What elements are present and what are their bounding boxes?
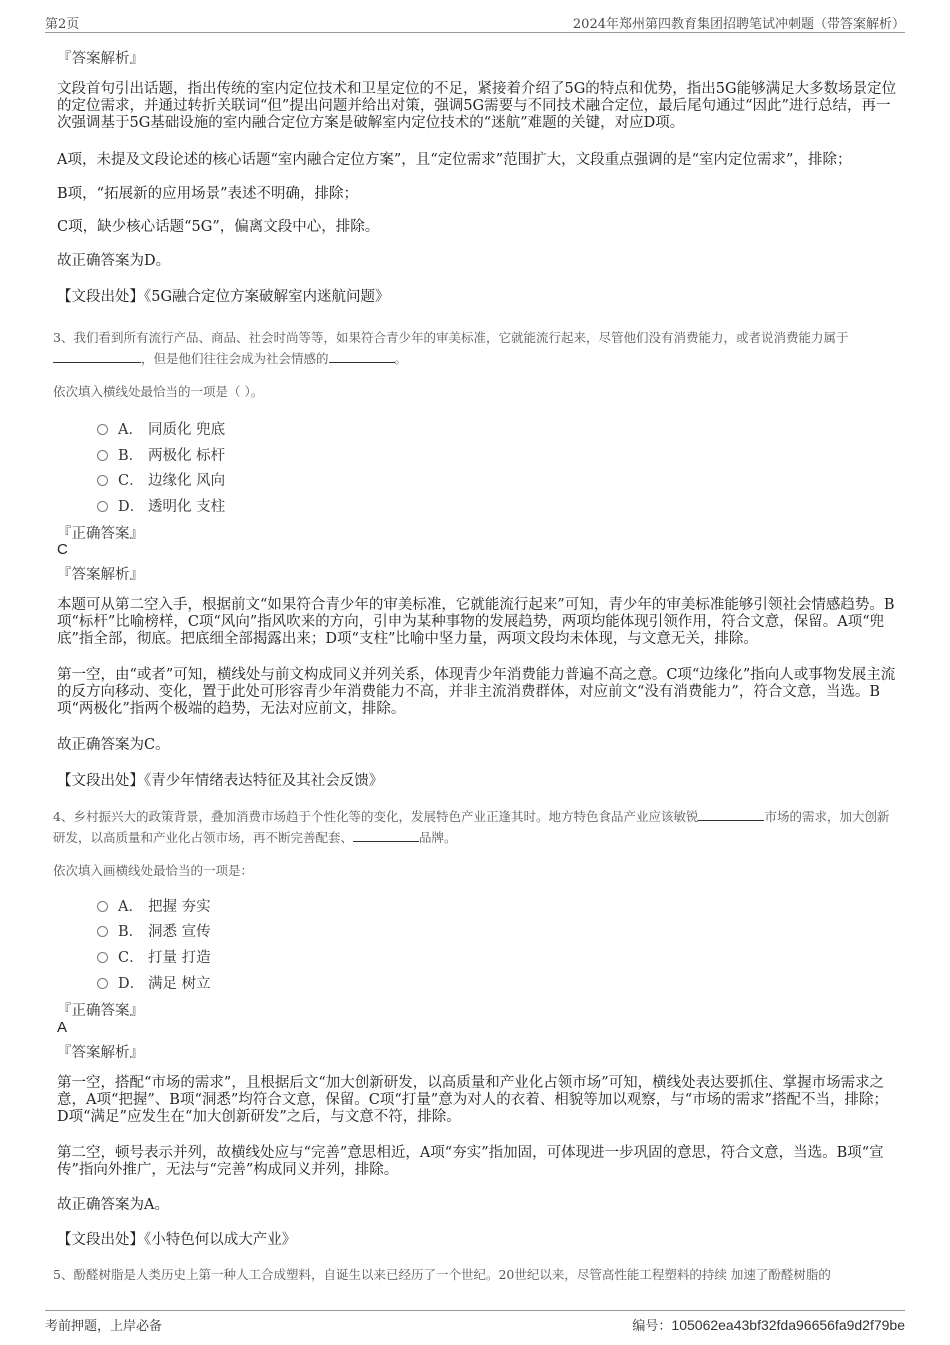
- q2-conclusion: 故正确答案为D。: [57, 253, 171, 269]
- q4-hint: 依次填入画横线处最恰当的一项是：: [53, 863, 254, 878]
- q3-option-c[interactable]: C． 边缘化 风向: [97, 469, 225, 489]
- q3-answer: C: [57, 541, 68, 558]
- q4-answer: A: [57, 1019, 68, 1036]
- q4-option-c[interactable]: C． 打量 打造: [97, 946, 211, 966]
- q3-blank-1: [53, 350, 141, 363]
- q3-analysis-label: 『答案解析』: [57, 567, 144, 583]
- q4-blank-1: [698, 808, 764, 821]
- q4-option-d[interactable]: D． 满足 树立: [97, 972, 211, 992]
- q2-analysis-para2: A项，未提及文段论述的核心话题“室内融合定位方案”，且“定位需求”范围扩大，文段重点强调的是“室内定位需求”，排除；: [57, 152, 852, 168]
- radio-icon[interactable]: [97, 450, 108, 461]
- q4-option-a[interactable]: A． 把握 夯实: [97, 895, 211, 915]
- q3-blank-2: [329, 350, 395, 363]
- q4-analysis-para2: 第二空，顿号表示并列，故横线处应与“完善”意思相近，A项“夯实”指加固，可体现进一步巩固的意思，符合文意，当选。B项“宣传”指向外推广，无法与“完善”构成同义并列，排除。: [57, 1145, 884, 1178]
- q3-option-b[interactable]: B． 两极化 标杆: [97, 444, 225, 464]
- q2-analysis-para4: C项，缺少核心话题“5G”，偏离文段中心，排除。: [57, 219, 380, 235]
- radio-icon[interactable]: [97, 926, 108, 937]
- q5-stem: 5、酚醛树脂是人类历史上第一种人工合成塑料，自诞生以来已经历了一个世纪。20世纪以来，尽管高性能工程塑料的持续 加速了酚醛树脂的: [53, 1267, 831, 1282]
- q4-option-b[interactable]: B． 洞悉 宣传: [97, 920, 211, 940]
- q2-analysis-label: 『答案解析』: [57, 51, 144, 67]
- radio-icon[interactable]: [97, 978, 108, 989]
- q2-source: 【文段出处】《5G融合定位方案破解室内迷航问题》: [57, 289, 390, 305]
- footer-slogan: 考前押题，上岸必备: [45, 1319, 163, 1334]
- q4-correct-label: 『正确答案』: [57, 1003, 144, 1019]
- radio-icon[interactable]: [97, 475, 108, 486]
- q3-stem: 3、我们看到所有流行产品、商品、社会时尚等等，如果符合青少年的审美标准，它就能流行起来，尽管他们没有消费能力，或者说消费能力属于，但是他们往往会成为社会情感的 。: [53, 330, 849, 366]
- page-header: [45, 10, 905, 33]
- q4-analysis-label: 『答案解析』: [57, 1045, 144, 1061]
- q3-analysis-para1: 本题可从第二空入手，根据前文“如果符合青少年的审美标准，它就能流行起来”可知，青少年的审美标准能够引领社会情感趋势。B项“标杆”比喻榜样，C项“风向”指风吹来的方向，引申为某种事物的发展趋势，两项均能体现引领作用，符合文意，保留。A项“兜底”指全部，彻底。把底细全部揭露出来；D项“支柱”比喻中坚力量，两项文段均未体现，与文意无关，排除。: [57, 597, 895, 647]
- q3-analysis-para2: 第一空，由“或者”可知，横线处与前文构成同义并列关系，体现青少年消费能力普遍不高之意。C项“边缘化”指向人或事物发展主流的反方向移动、变化，置于此处可形容青少年消费能力不高，并非主流消费群体，对应前文“没有消费能力”，符合文意，当选。B项“两极化”指两个极端的趋势，无法对应前文，排除。: [57, 667, 896, 717]
- document-code: 编号：105062ea43bf32fda96656fa9d2f79be: [632, 1317, 905, 1334]
- q3-source: 【文段出处】《青少年情绪表达特征及其社会反馈》: [57, 773, 384, 789]
- q3-hint: 依次填入横线处最恰当的一项是（ ）。: [53, 384, 264, 399]
- radio-icon[interactable]: [97, 952, 108, 963]
- page-number: 第2页: [45, 17, 80, 32]
- q4-blank-2: [353, 829, 419, 842]
- q4-stem: 4、乡村振兴大的政策背景，叠加消费市场趋于个性化等的变化，发展特色产业正逢其时。地方特色食品产业应该敏锐 市场的需求，加大创新研发，以高质量和产业化占领市场，再不断完善配套、 品牌。: [53, 809, 890, 845]
- q3-option-d[interactable]: D． 透明化 支柱: [97, 495, 225, 515]
- q2-analysis-para3: B项，“拓展新的应用场景”表述不明确，排除；: [57, 186, 358, 202]
- q3-conclusion: 故正确答案为C。: [57, 737, 170, 753]
- q2-analysis-para1: 文段首句引出话题，指出传统的室内定位技术和卫星定位的不足，紧接着介绍了5G的特点和优势，指出5G能够满足大多数场景定位的定位需求，并通过转折关联词“但”提出问题并给出对策，强调5G需要与不同技术融合定位，最后尾句通过“因此”进行总结，再一次强调基于5G基础设施的室内融合定位方案是破解室内定位技术的“迷航”难题的关键，对应D项。: [57, 81, 897, 131]
- q4-analysis-para1: 第一空，搭配“市场的需求”，且根据后文“加大创新研发，以高质量和产业化占领市场”可知，横线处表达要抓住、掌握市场需求之意，A项“把握”、B项“洞悉”均符合文意，保留。C项“打量”意为对人的衣着、相貌等加以观察，与“市场的需求”搭配不当，排除；D项“满足”应发生在“加大创新研发”之后，与文意不符，排除。: [57, 1075, 889, 1125]
- radio-icon[interactable]: [97, 901, 108, 912]
- document-title: 2024年郑州第四教育集团招聘笔试冲刺题（带答案解析）: [572, 17, 905, 32]
- q4-conclusion: 故正确答案为A。: [57, 1197, 169, 1213]
- q3-correct-label: 『正确答案』: [57, 526, 144, 542]
- q4-source: 【文段出处】《小特色何以成大产业》: [57, 1232, 297, 1248]
- q3-option-a[interactable]: A． 同质化 兜底: [97, 418, 225, 438]
- page-footer: [45, 1310, 905, 1335]
- radio-icon[interactable]: [97, 501, 108, 512]
- radio-icon[interactable]: [97, 424, 108, 435]
